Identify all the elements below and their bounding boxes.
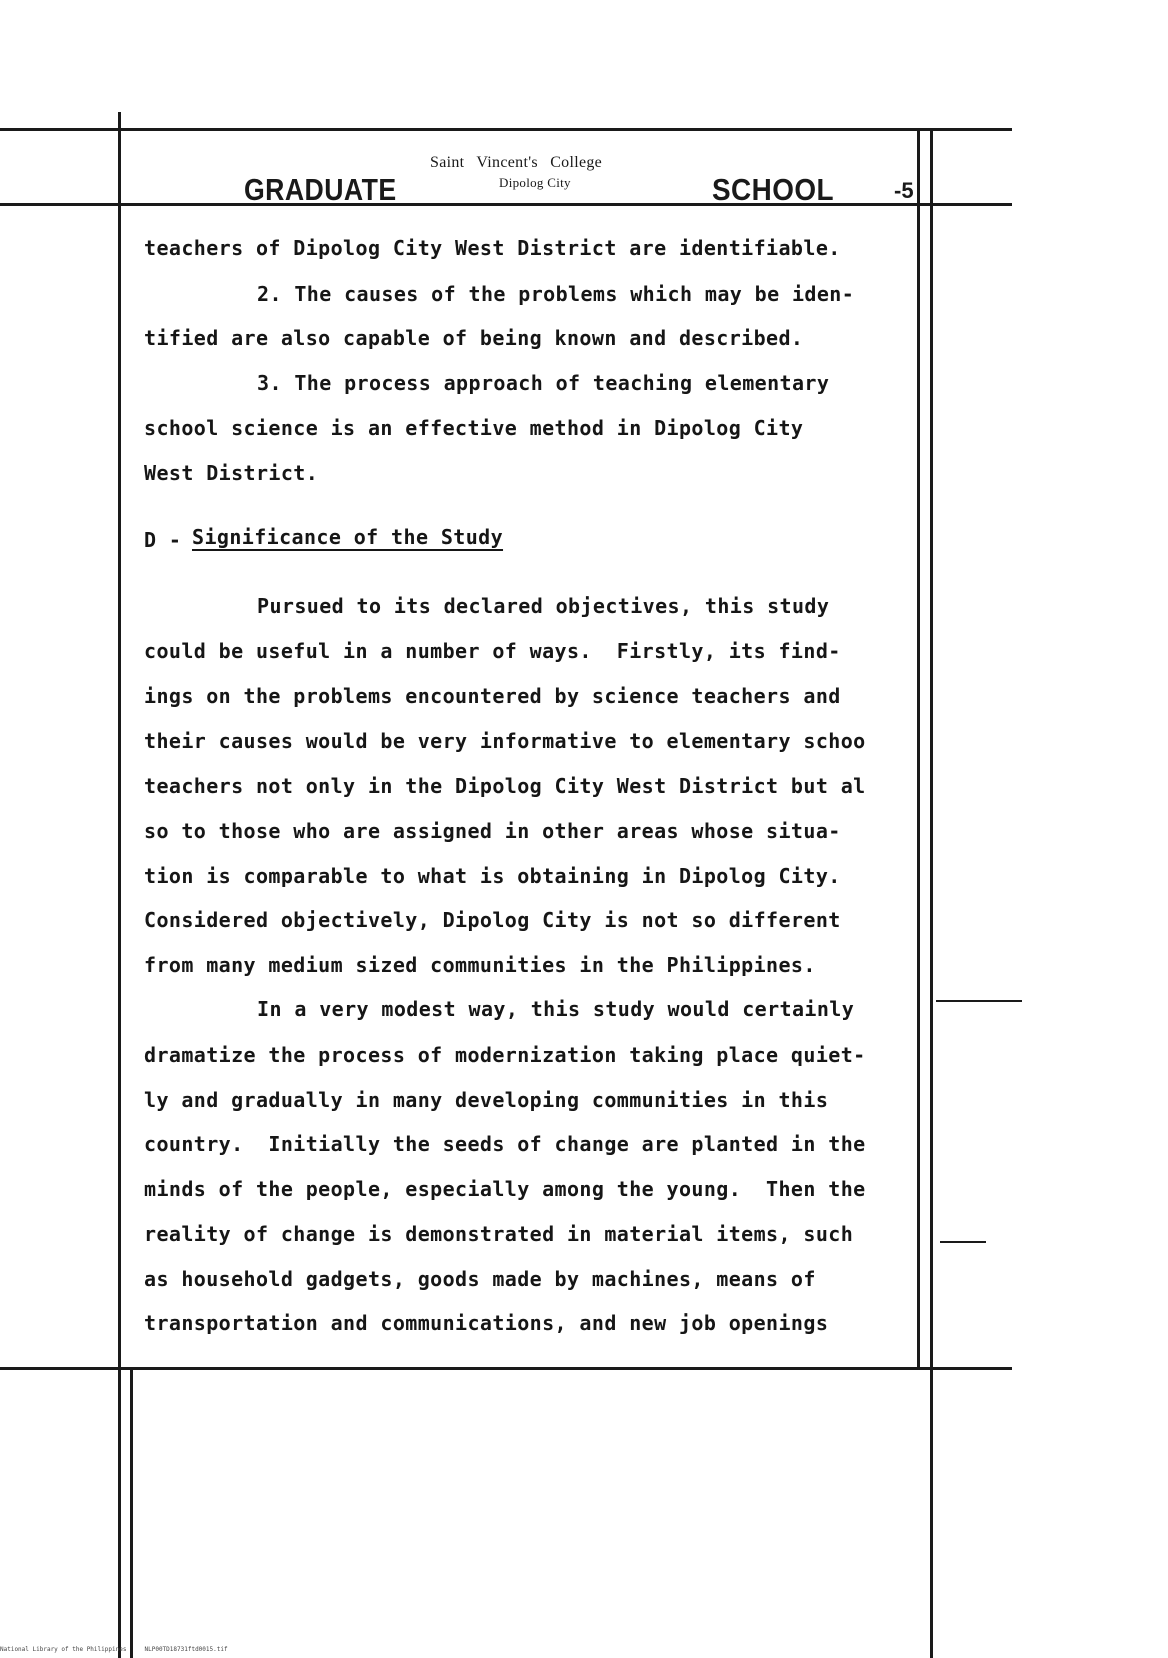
top-header-rule bbox=[0, 128, 1012, 131]
right-margin-rule-lower bbox=[930, 128, 933, 1658]
body-line: Considered objectively, Dipolog City is not so different bbox=[144, 908, 841, 932]
body-line: from many medium sized communities in the Philippines. bbox=[144, 953, 816, 977]
body-line: 3. The process approach of teaching elementary bbox=[257, 371, 830, 395]
header-city: Dipolog City bbox=[499, 175, 571, 190]
left-margin-rule-inner bbox=[130, 1370, 133, 1658]
body-line: country. Initially the seeds of change are planted in the bbox=[144, 1132, 866, 1156]
body-line: ly and gradually in many developing communities in this bbox=[144, 1088, 829, 1112]
body-line: school science is an effective method in Dipolog City bbox=[144, 416, 804, 440]
margin-tick-rule-1 bbox=[936, 1000, 1022, 1002]
footer-note: National Library of the Philippines NLP00TD18731ftd0015.tif bbox=[0, 1646, 228, 1653]
margin-tick-rule-2 bbox=[940, 1241, 986, 1243]
body-line: dramatize the process of modernization taking place quiet- bbox=[144, 1043, 866, 1067]
body-line: so to those who are assigned in other areas whose situa- bbox=[144, 819, 841, 843]
left-margin-rule bbox=[118, 112, 121, 1658]
bottom-text-rule bbox=[0, 1367, 1012, 1370]
header-graduate-word: GRADUATE bbox=[244, 172, 397, 207]
header-school-word: SCHOOL bbox=[712, 172, 835, 207]
section-heading: Significance of the Study bbox=[192, 525, 504, 549]
body-line: tified are also capable of being known and described. bbox=[144, 326, 804, 350]
body-line: Pursued to its declared objectives, this study bbox=[257, 594, 830, 618]
body-line: 2. The causes of the problems which may be iden- bbox=[257, 282, 855, 306]
body-line: In a very modest way, this study would certainly bbox=[257, 997, 855, 1021]
page-number: -5 bbox=[894, 178, 914, 203]
body-line: West District. bbox=[144, 461, 319, 485]
header-bottom-rule bbox=[0, 203, 1012, 206]
body-line: could be useful in a number of ways. Firstly, its find- bbox=[144, 639, 841, 663]
body-line: ings on the problems encountered by science teachers and bbox=[144, 684, 841, 708]
section-heading-label: D - bbox=[144, 528, 194, 552]
body-line: tion is comparable to what is obtaining in Dipolog City. bbox=[144, 864, 841, 888]
body-line: teachers of Dipolog City West District are identifiable. bbox=[144, 236, 841, 260]
body-line: as household gadgets, goods made by machines, means of bbox=[144, 1267, 816, 1291]
body-line: reality of change is demonstrated in material items, such bbox=[144, 1222, 854, 1246]
right-margin-rule bbox=[917, 128, 920, 1368]
body-line: teachers not only in the Dipolog City West District but al bbox=[144, 774, 866, 798]
body-line: minds of the people, especially among the young. Then the bbox=[144, 1177, 866, 1201]
header-college-name: Saint Vincent's College bbox=[430, 154, 603, 171]
body-line: their causes would be very informative to elementary schoo bbox=[144, 729, 866, 753]
body-line: transportation and communications, and new job openings bbox=[144, 1311, 829, 1335]
